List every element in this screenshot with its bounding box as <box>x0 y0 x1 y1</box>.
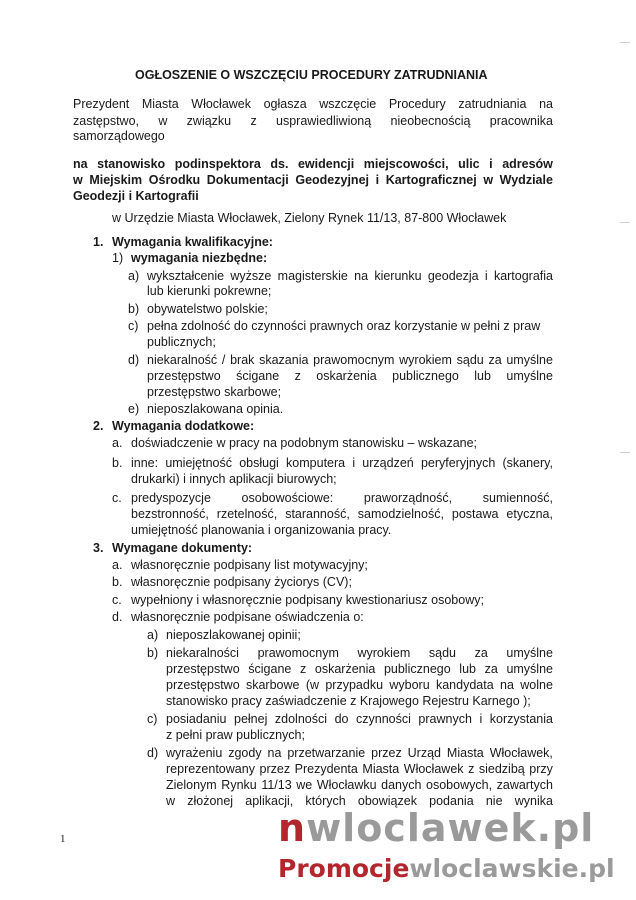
word: związku <box>186 114 232 128</box>
word: siedzibą <box>478 762 525 776</box>
word: sądu <box>428 646 456 660</box>
declaration-capacity-line-2: z pełni praw publicznych; <box>166 728 305 742</box>
word: przypadku <box>325 678 384 692</box>
additional-traits-line-3: umiejętność planowania i organizowania pracy. <box>131 523 392 537</box>
word: urządzeń <box>362 456 414 470</box>
word: Wydziale <box>499 173 553 187</box>
word: Urząd <box>407 746 441 760</box>
word: za <box>484 662 498 676</box>
document-title: OGŁOSZENIE O WSZCZĘCIU PROCEDURY ZATRUDNIANIA <box>135 68 488 82</box>
word: Włocławku <box>316 778 377 792</box>
list-marker: b. <box>112 575 123 589</box>
word: Prezydenta <box>294 762 358 776</box>
requirement-education-line-1 <box>147 268 553 284</box>
word: komputera <box>286 456 346 470</box>
list-marker: b) <box>128 302 140 316</box>
additional-experience: doświadczenie w pracy na podobnym stanowisku – wskazane; <box>131 436 478 450</box>
word: z <box>468 762 475 776</box>
word: Rynku <box>221 778 257 792</box>
word: praworządność, <box>363 491 453 505</box>
word: przy <box>529 762 553 776</box>
word: Geodezyjnej <box>295 173 369 187</box>
document-cv: własnoręcznie podpisany życiorys (CV); <box>131 575 352 589</box>
word: ogłasza <box>263 97 307 111</box>
word: do <box>334 712 349 726</box>
word: oskarżenia <box>316 369 377 383</box>
requirement-no-record-line-2 <box>147 368 553 384</box>
word: podania <box>429 794 474 808</box>
word: 11/13 <box>261 778 292 792</box>
word: geodezja <box>427 269 479 283</box>
word: i <box>479 712 483 726</box>
additional-traits-line-1 <box>131 490 553 506</box>
word: kandydata <box>435 678 494 692</box>
word: predyspozycje <box>131 491 211 505</box>
office-address: w Urzędzie Miasta Włocławek, Zielony Rynek 11/13, 87-800 Włocławek <box>112 211 507 225</box>
word: brak <box>230 353 255 367</box>
list-marker: 1) <box>112 251 124 265</box>
list-marker: a) <box>147 628 159 642</box>
word: miejscowości, <box>363 157 449 171</box>
word: publicznego <box>383 662 451 676</box>
word: i <box>375 173 380 187</box>
word: na <box>354 269 369 283</box>
list-marker: d) <box>128 353 140 367</box>
word: Ośrodku <box>148 173 201 187</box>
word: (skanery, <box>502 456 553 470</box>
watermark-accent-letter: n <box>278 806 307 850</box>
word: ulic <box>458 157 480 171</box>
word: złożonej <box>187 794 234 808</box>
list-marker: b. <box>112 456 123 470</box>
position-line-3: Geodezji i Kartografii <box>73 189 199 203</box>
declaration-no-record-line-1 <box>166 645 553 661</box>
word: z <box>294 369 301 383</box>
word: prawomocnym <box>313 353 395 367</box>
word: przez <box>371 746 402 760</box>
word: adresów <box>502 157 553 171</box>
word: zatrudniania <box>458 97 527 111</box>
word: w <box>483 173 494 187</box>
requirement-legal-capacity-line-1: pełna zdolność do czynności prawnych oraz korzystanie w pełni z praw <box>147 319 541 333</box>
word: podinspektora <box>174 157 261 171</box>
requirement-education-line-2: lub kierunki pokrewne; <box>147 284 272 298</box>
declaration-capacity-line-1 <box>166 711 553 727</box>
scan-margin-mark <box>620 42 630 43</box>
word: przez <box>259 762 291 776</box>
word: niekaralności <box>166 646 239 660</box>
word: skarbowe <box>245 678 300 692</box>
word: czynności <box>356 712 411 726</box>
word: kierunku <box>374 269 422 283</box>
word: umyślne <box>506 353 553 367</box>
word: niekaralność <box>147 353 218 367</box>
word: usprawiedliwioną <box>276 114 372 128</box>
watermark-site-name <box>278 808 594 848</box>
section-number: 1. <box>93 235 104 249</box>
word: z <box>300 662 307 676</box>
section-number: 3. <box>93 541 104 555</box>
watermark-promo-accent: Promocje <box>278 854 410 883</box>
word: Dokumentacji <box>206 173 289 187</box>
list-marker: c. <box>112 593 122 607</box>
list-marker: c) <box>147 712 158 726</box>
word: ds. <box>270 157 289 171</box>
word: magisterskie <box>277 269 348 283</box>
word: postawa <box>451 507 499 521</box>
word: sumienność, <box>482 491 553 505</box>
additional-traits-line-2 <box>131 506 553 522</box>
word: lub <box>459 662 476 676</box>
declaration-consent-line-1 <box>166 745 553 761</box>
word: i <box>489 157 493 171</box>
word: umyślne <box>506 646 553 660</box>
word: bezstronność, <box>131 507 209 521</box>
word: nieobecnością <box>390 114 471 128</box>
position-line-1 <box>73 156 553 172</box>
word: obsługi <box>239 456 279 470</box>
word: Włocławek <box>191 97 252 111</box>
intro-line-3: samorządowego <box>73 129 165 143</box>
word: na <box>539 97 553 111</box>
intro-line-2 <box>73 113 553 129</box>
word: ścigane <box>248 662 292 676</box>
document-questionnaire: wypełniony i własnoręcznie podpisany kwestionariusz osobowy; <box>131 593 484 607</box>
scan-margin-mark <box>620 222 630 223</box>
declaration-consent-line-3 <box>166 777 553 793</box>
word: z <box>250 114 257 128</box>
word: na <box>267 746 282 760</box>
word: na <box>73 157 88 171</box>
word: aplikacji, <box>245 794 294 808</box>
word: Zielonym <box>166 778 217 792</box>
word: etyczna, <box>506 507 553 521</box>
additional-skills-line-1 <box>131 455 553 471</box>
declaration-no-record-line-2 <box>166 661 553 677</box>
word: nie <box>485 794 503 808</box>
declaration-no-record-line-3 <box>166 677 553 693</box>
word: zastępstwo, <box>73 114 140 128</box>
word: publicznego <box>392 369 459 383</box>
requirement-no-record-line-1 <box>147 352 553 368</box>
list-marker: c) <box>128 319 139 333</box>
word: obowiązek <box>357 794 417 808</box>
word: zawartych <box>496 778 553 792</box>
section-heading-documents: Wymagane dokumenty: <box>112 541 253 555</box>
list-marker: a. <box>112 436 123 450</box>
watermark-promo-rest: wloclawskie.pl <box>409 854 615 883</box>
word: peryferyjnych <box>420 456 496 470</box>
word: wszczęcie <box>319 97 377 111</box>
word: rzetelność, <box>216 507 278 521</box>
requirement-citizenship: obywatelstwo polskie; <box>147 302 268 316</box>
word: wolne <box>520 678 553 692</box>
word: Prezydent <box>73 97 130 111</box>
requirement-no-record-line-3: przestępstwo skarbowe; <box>147 385 282 399</box>
subsection-heading-essential: wymagania niezbędne: <box>131 251 268 265</box>
word: samodzielność, <box>357 507 444 521</box>
word: wyrażeniu <box>166 746 223 760</box>
word: w <box>73 173 83 187</box>
word: wyrokiem <box>399 353 452 367</box>
word: przestępstwo <box>166 678 240 692</box>
word: za <box>488 353 502 367</box>
intro-line-1 <box>73 96 553 112</box>
additional-skills-line-2: drukarki) i innych aplikacji biurowych; <box>131 472 337 486</box>
word: przestępstwo <box>166 662 240 676</box>
requirement-opinion: nieposzlakowana opinia. <box>147 402 284 416</box>
word: Miasta <box>362 762 400 776</box>
declaration-no-record-line-4: stanowisko pracy zaświadczenie z Krajowego Rejestru Karnego ); <box>166 694 531 708</box>
word: (w <box>305 678 320 692</box>
word: danych <box>381 778 422 792</box>
list-marker: d) <box>147 746 159 760</box>
word: w <box>166 794 176 808</box>
word: skazania <box>259 353 309 367</box>
word: oskarżenia <box>314 662 376 676</box>
word: przestępstwo <box>147 369 221 383</box>
word: Kartograficznej <box>385 173 477 187</box>
word: sądu <box>456 353 484 367</box>
word: Włocławek <box>403 762 464 776</box>
word: Miasta <box>141 97 179 111</box>
word: staranność, <box>285 507 350 521</box>
scan-margin-mark <box>620 452 630 453</box>
section-heading-additional: Wymagania dodatkowe: <box>112 419 255 433</box>
word: za <box>474 646 488 660</box>
word: kartografia <box>493 269 553 283</box>
word: osobowych, <box>426 778 493 792</box>
word: zdolności <box>274 712 328 726</box>
word: wyboru <box>389 678 430 692</box>
section-heading-requirements: Wymagania kwalifikacyjne: <box>112 235 273 249</box>
word: / <box>221 353 226 367</box>
word: lub <box>474 369 491 383</box>
word: których <box>305 794 346 808</box>
list-marker: d. <box>112 610 123 624</box>
document-declarations: własnoręcznie podpisane oświadczenia o: <box>131 610 364 624</box>
word: Miejskim <box>89 173 143 187</box>
word: wykształcenie <box>147 269 225 283</box>
word: umyślne <box>506 662 553 676</box>
word: reprezentowany <box>166 762 255 776</box>
watermark-site-rest: wloclawek.pl <box>306 806 595 850</box>
word: i <box>352 456 356 470</box>
position-line-2 <box>73 172 553 188</box>
declaration-opinion: nieposzlakowanej opinii; <box>166 628 301 642</box>
word: w <box>158 114 168 128</box>
word: inne: <box>131 456 159 470</box>
requirement-legal-capacity-line-2: publicznych; <box>147 335 216 349</box>
word: osobowościowe: <box>241 491 334 505</box>
list-marker: a) <box>128 269 140 283</box>
word: prawomocnym <box>257 646 339 660</box>
word: zgody <box>228 746 262 760</box>
word: wyższe <box>230 269 272 283</box>
word: Miasta <box>446 746 484 760</box>
word: pełnej <box>234 712 268 726</box>
list-marker: a. <box>112 558 123 572</box>
word: stanowisko <box>97 157 166 171</box>
word: umiejętność <box>165 456 233 470</box>
word: Włocławek, <box>489 746 553 760</box>
list-marker: b) <box>147 646 159 660</box>
word: pracownika <box>489 114 553 128</box>
word: ścigane <box>236 369 280 383</box>
document-cover-letter: własnoręcznie podpisany list motywacyjny; <box>131 558 368 572</box>
word: wyrokiem <box>357 646 411 660</box>
watermark-promo <box>278 855 615 883</box>
word: wynika <box>514 794 553 808</box>
list-marker: c. <box>112 491 122 505</box>
word: na <box>500 678 514 692</box>
word: umyślne <box>506 369 553 383</box>
word: prawnych <box>418 712 472 726</box>
word: korzystania <box>489 712 553 726</box>
section-number: 2. <box>93 419 104 433</box>
declaration-consent-line-2 <box>166 761 553 777</box>
word: posiadaniu <box>166 712 227 726</box>
word: ewidencji <box>297 157 355 171</box>
word: we <box>296 778 313 792</box>
word: Procedury <box>388 97 446 111</box>
word: przetwarzanie <box>287 746 366 760</box>
page-number: 1 <box>60 833 66 845</box>
list-marker: e) <box>128 402 140 416</box>
word: i <box>484 269 488 283</box>
